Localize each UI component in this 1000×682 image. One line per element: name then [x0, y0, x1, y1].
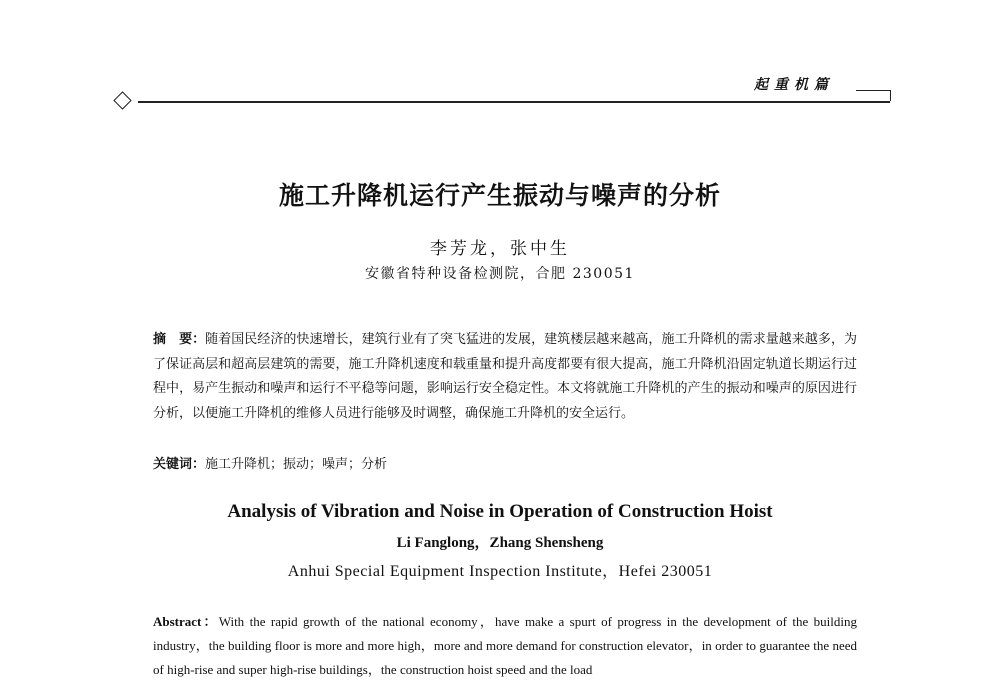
keywords-label-chinese: 关键词：	[153, 457, 206, 472]
affiliation-chinese: 安徽省特种设备检测院，合肥 230051	[365, 266, 635, 282]
keywords-chinese	[153, 455, 857, 475]
section-label: 起重机篇	[754, 77, 834, 93]
authors-chinese: 李芳龙，张中生	[430, 239, 570, 259]
abstract-text-english: With the rapid growth of the national economy，have make a spurt of progress in the development of the building industry，the building floor is more and more high，more and more demand for construction elevator，in order to guarantee the need of high-rise and super high-rise buildings，the construction hoist speed and the load	[153, 614, 857, 677]
page-title-english: Analysis of Vibration and Noise in Operation of Construction Hoist	[227, 501, 773, 522]
abstract-label-chinese: 摘 要：	[153, 332, 206, 347]
authors-english: Li Fanglong，Zhang Shensheng	[396, 535, 604, 551]
diamond-ornament-icon	[113, 91, 131, 109]
affiliation-english: Anhui Special Equipment Inspection Institute，Hefei 230051	[287, 563, 713, 580]
abstract-text-chinese: 随着国民经济的快速增长，建筑行业有了突飞猛进的发展，建筑楼层越来越高，施工升降机的需求量越来越多，为了保证高层和超高层建筑的需要，施工升降机速度和载重量和提升高度都要有很大提高，施工升降机沿固定轨道长期运行过程中，易产生振动和噪声和运行不平稳等问题，影响运行安全稳定性。本文将就施工升降机的产生的振动和噪声的原因进行分析，以便施工升降机的维修人员进行能够及时调整，确保施工升降机的安全运行。	[153, 332, 857, 421]
abstract-label-english: Abstract：	[153, 614, 219, 629]
keywords-text-chinese: 施工升降机；振动；噪声；分析	[205, 457, 388, 472]
header-rule	[138, 101, 890, 103]
abstract-english	[153, 610, 857, 682]
page-title-chinese: 施工升降机运行产生振动与噪声的分析	[278, 181, 721, 210]
abstract-chinese	[153, 328, 857, 426]
header-tab-ornament	[856, 90, 891, 101]
